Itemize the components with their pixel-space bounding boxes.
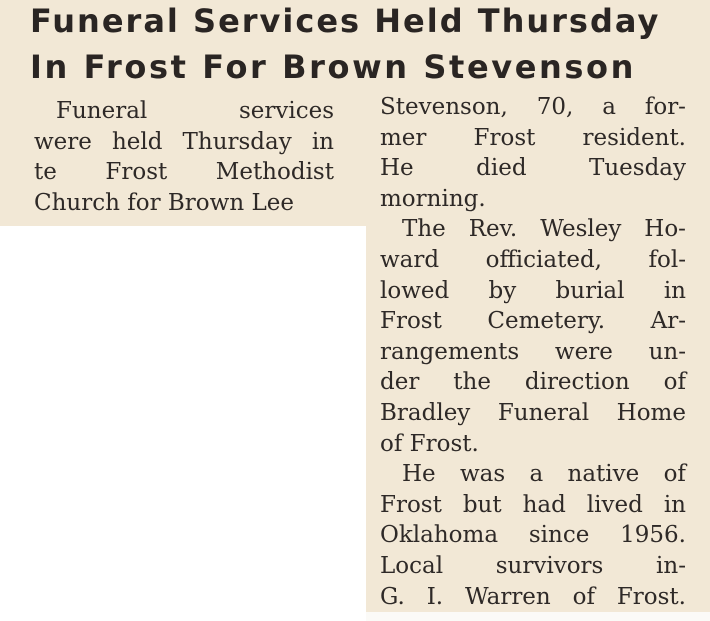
article-word: Frost. <box>616 583 686 610</box>
article-word: Cemetery. <box>487 308 606 335</box>
article-line <box>380 490 686 521</box>
article-line <box>380 92 686 123</box>
article-word: der <box>380 369 420 396</box>
article-word: Ar- <box>650 308 686 335</box>
article-line-text: of Frost. <box>380 430 479 457</box>
clipping-bottom-edge <box>366 612 710 621</box>
article-word: Frost <box>105 159 168 186</box>
article-word: G. <box>380 583 405 610</box>
article-line <box>34 96 334 127</box>
article-word: Wesley <box>540 216 622 243</box>
article-line <box>380 551 686 582</box>
article-word: services <box>238 98 334 124</box>
article-word: were <box>554 338 613 365</box>
article-word: native <box>567 461 640 488</box>
article-word: a <box>602 94 616 120</box>
article-word: resident. <box>582 124 686 151</box>
article-word: held <box>111 128 163 155</box>
article-right-column <box>380 92 686 612</box>
article-word: Rev. <box>468 216 518 243</box>
article-word: since <box>528 522 590 549</box>
article-word: burial <box>555 277 625 304</box>
article-line <box>380 398 686 429</box>
article-word: He <box>402 461 436 488</box>
article-word: of <box>663 461 686 488</box>
headline-line-2: In Frost For Brown Stevenson <box>30 48 637 86</box>
article-word: Local <box>380 552 444 579</box>
article-word: Oklahoma <box>380 522 499 549</box>
article-word: Tuesday <box>589 155 686 182</box>
article-line <box>380 582 686 613</box>
article-word: by <box>488 277 517 304</box>
article-line <box>380 306 686 337</box>
article-line <box>380 520 686 551</box>
article-line-text: morning. <box>380 185 486 212</box>
article-word: died <box>476 155 527 182</box>
article-word: Frost <box>380 308 442 335</box>
article-word: Funeral <box>56 98 148 124</box>
article-word: Methodist <box>215 159 334 186</box>
article-word: was <box>459 461 506 488</box>
article-word: lived <box>586 491 643 518</box>
article-line-text: Church for Brown Lee <box>34 189 294 216</box>
article-line <box>380 459 686 490</box>
article-word: in <box>663 491 686 518</box>
article-word: in <box>663 277 686 304</box>
article-word: survivors <box>495 552 604 579</box>
article-line <box>380 123 686 154</box>
article-word: direction <box>524 369 630 396</box>
article-line <box>380 214 686 245</box>
article-line <box>34 127 334 158</box>
article-line <box>380 153 686 184</box>
article-word: Stevenson, <box>380 94 508 120</box>
article-word: Frost <box>473 124 536 151</box>
article-word: Funeral <box>497 399 590 426</box>
article-word: The <box>402 216 446 243</box>
article-word: 1956. <box>620 522 686 549</box>
article-word: a <box>529 461 544 488</box>
article-line <box>34 157 334 188</box>
headline-line-1: Funeral Services Held Thursday <box>30 2 661 40</box>
article-word: Ho- <box>644 216 686 243</box>
article-line <box>380 245 686 276</box>
article-line <box>380 184 686 215</box>
article-word: rangements <box>380 338 520 365</box>
article-line <box>380 276 686 307</box>
article-word: mer <box>380 124 427 151</box>
article-word: the <box>453 369 491 396</box>
article-line <box>380 429 686 460</box>
article-word: I. <box>426 583 444 610</box>
article-word: in- <box>656 552 686 579</box>
article-word: Thursday <box>182 128 292 155</box>
article-word: 70, <box>536 94 574 120</box>
article-word: Warren <box>464 583 551 610</box>
article-word: Home <box>616 399 686 426</box>
article-word: were <box>34 128 92 155</box>
article-word: ward <box>380 246 440 273</box>
article-word: Bradley <box>380 399 471 426</box>
article-word: in <box>311 128 334 155</box>
article-line <box>34 188 334 219</box>
article-word: of <box>663 369 686 396</box>
article-word: for- <box>644 94 686 120</box>
article-word: He <box>380 155 414 182</box>
article-word: Frost <box>380 491 442 518</box>
article-word: un- <box>648 338 686 365</box>
article-word: but <box>462 491 502 518</box>
article-left-column <box>34 96 334 218</box>
article-line <box>380 367 686 398</box>
article-word: fol- <box>648 246 686 273</box>
article-word: lowed <box>380 277 450 304</box>
article-word: of <box>572 583 595 610</box>
article-word: te <box>34 159 57 186</box>
article-line <box>380 337 686 368</box>
article-word: officiated, <box>485 246 602 273</box>
article-word: had <box>522 491 566 518</box>
